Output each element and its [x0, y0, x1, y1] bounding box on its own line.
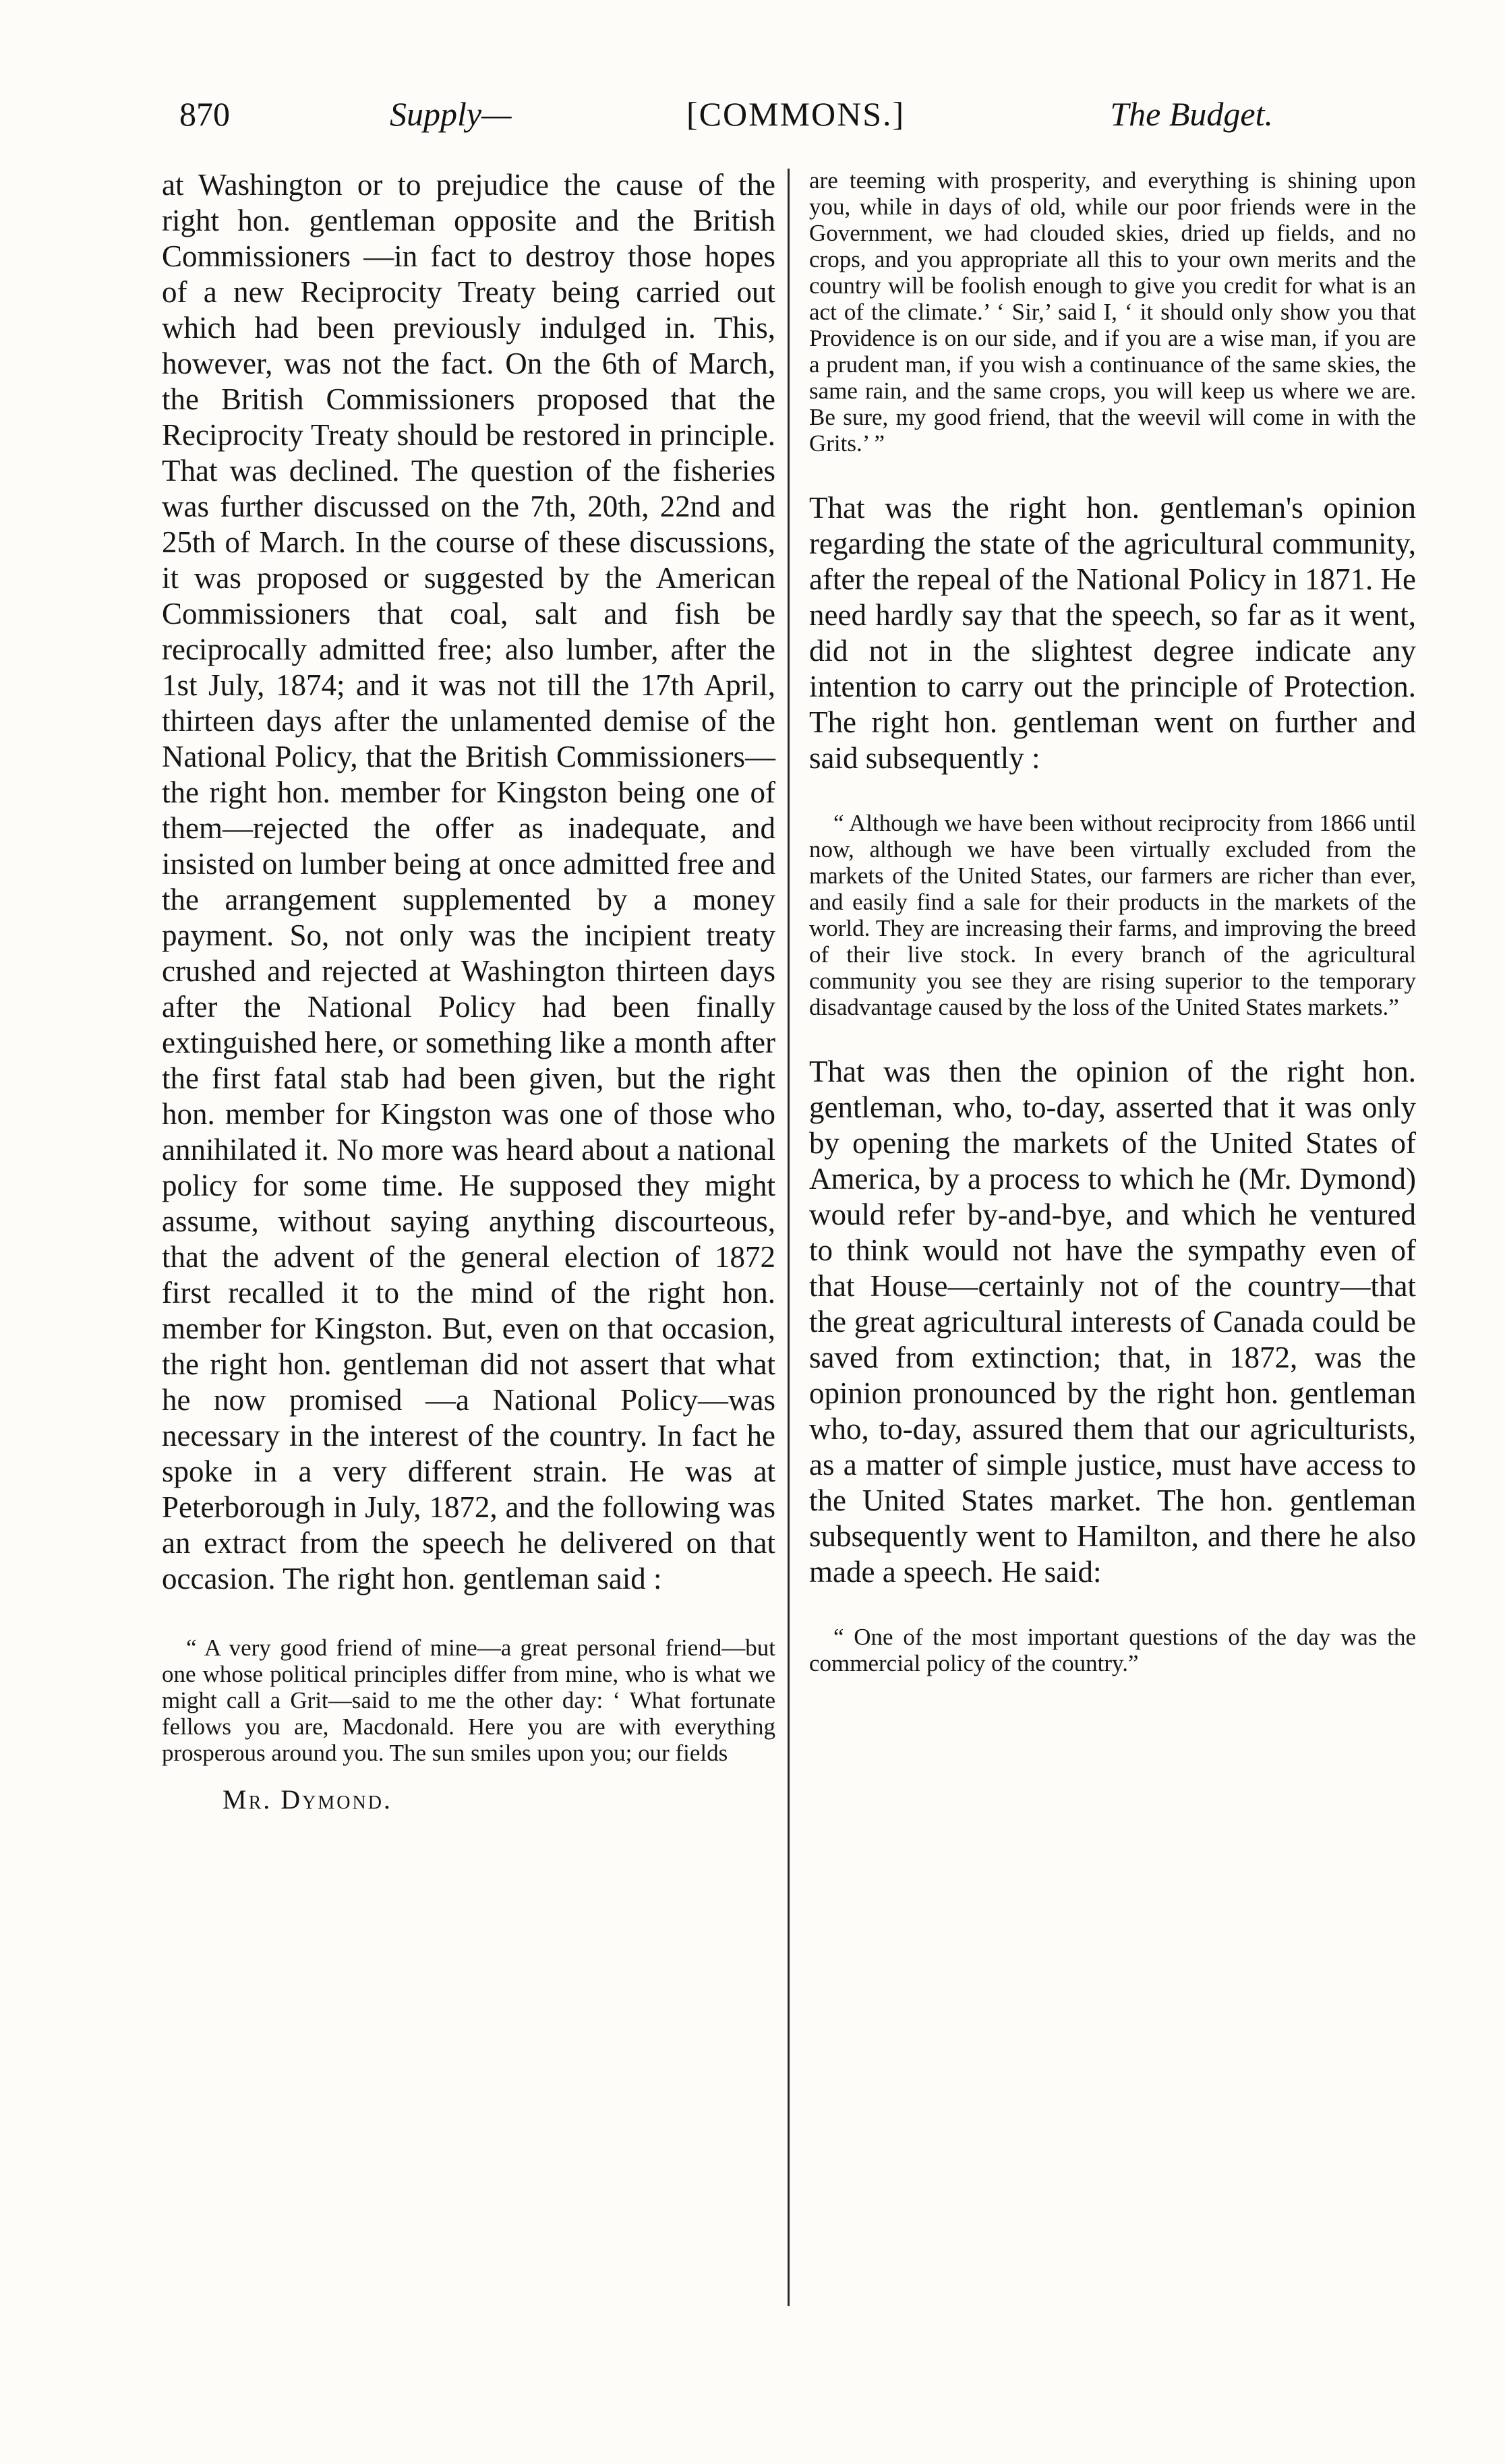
paragraph-hamilton: That was then the opinion of the right hon. gentleman, who, to-day, asserted that it was only by opening the markets of the United States of America, by a process to which he (Mr. Dymond) would refer by-and-bye, and which he ventured to think would not have the sympathy even of that House—certainly not of the country—that the great agricultural interests of Canada could be saved from extinction; that, in 1872, was the opinion pronounced by the right hon. gentleman who, to-day, assured them that our agriculturists, as a matter of simple justice, must have access to the United States market. The hon. gentleman subsequently went to Hamilton, and there he also made a speech. He said: — [809, 1055, 1416, 1589]
header-center-title: [COMMONS.] — [686, 95, 906, 133]
quote-commercial-policy: “ One of the most important questions of the day was the commercial policy of the country.” — [809, 1624, 1416, 1676]
quote-peterborough-speech: “ A very good friend of mine—a great personal friend—but one whose political principles differ from mine, who is what we might call a Grit—said to me the other day: ‘ What fortunate fellows you are, Macdonald. Here you are with everything prosperous around you. The sun smiles upon you; our fields — [162, 1635, 775, 1766]
quote-reciprocity: “ Although we have been without reciprocity from 1866 until now, although we have been virtually excluded from the markets of the United States, our farmers are richer than ever, and easily find a sale for their products in the markets of the world. They are increasing their farms, and improving the breed of their live stock. In every branch of the agricultural community you see they are rising superior to the temporary disadvantage caused by the loss of the United States markets.” — [809, 810, 1416, 1020]
quote-peterborough-continued: are teeming with prosperity, and everything is shining upon you, while in days of old, while our poor friends were in the Government, we had clouded skies, dried up fields, and no crops, and you appropriate all this to your own merits and the country will be foolish enough to give you credit for what is an act of the climate.’ ‘ Sir,’ said I, ‘ it should only show you that Providence is on our side, and if you are a wise man, if you are a prudent man, if you wish a continuance of the same skies, the same rain, and the same crops, you will keep us where we are. Be sure, my good friend, that the weevil will come in with the Grits.’ ” — [809, 167, 1416, 457]
paragraph-washington: at Washington or to prejudice the cause of the right hon. gentleman opposite and the British Commissioners —in fact to destroy those hopes of a new Reciprocity Treaty being carried out which had been previously indulged in. This, however, was not the fact. On the 6th of March, the British Commissioners proposed that the Reciprocity Treaty should be restored in principle. That was declined. The question of the fisheries was further discussed on the 7th, 20th, 22nd and 25th of March. In the course of these discussions, it was proposed or suggested by the American Commissioners that coal, salt and fish be reciprocally admitted free; also lumber, after the 1st July, 1874; and it was not till the 17th April, thirteen days after the unlamented demise of the National Policy, that the British Commissioners—the right hon. member for Kingston being one of them—rejected the offer as inadequate, and insisted on lumber being at once admitted free and the arrangement supplemented by a money payment. So, not only was the incipient treaty crushed and rejected at Washington thirteen days after the National Policy had been finally extinguished here, or something like a month after the first fatal stab had been given, but the right hon. member for Kingston was one of those who annihilated it. No more was heard about a national policy for some time. He supposed they might assume, without saying anything discourteous, that the advent of the general election of 1872 first recalled it to the mind of the right hon. member for Kingston. But, even on that occasion, the right hon. gentleman did not assert that what he now promised —a National Policy—was necessary in the interest of the country. In fact he spoke in a very different strain. He was at Peterborough in July, 1872, and the following was an extract from the speech he delivered on that occasion. The right hon. gentleman said : — [162, 168, 775, 1595]
right-column — [809, 167, 1416, 1676]
running-header — [167, 94, 1273, 148]
speaker-name: Mr. Dymond. — [223, 1784, 392, 1815]
left-column — [162, 167, 775, 1815]
page-number: 870 — [179, 95, 230, 133]
header-left-title: Supply— — [390, 95, 512, 133]
paragraph-agricultural-opinion: That was the right hon. gentleman's opinion regarding the state of the agricultural community, after the repeal of the National Policy in 1871. He need hardly say that the speech, so far as it went, did not in the slightest degree indicate any intention to carry out the principle of Protection. The right hon. gentleman went on further and said subsequently : — [809, 491, 1416, 775]
column-divider — [788, 169, 790, 2306]
header-right-title: The Budget. — [1110, 95, 1273, 133]
